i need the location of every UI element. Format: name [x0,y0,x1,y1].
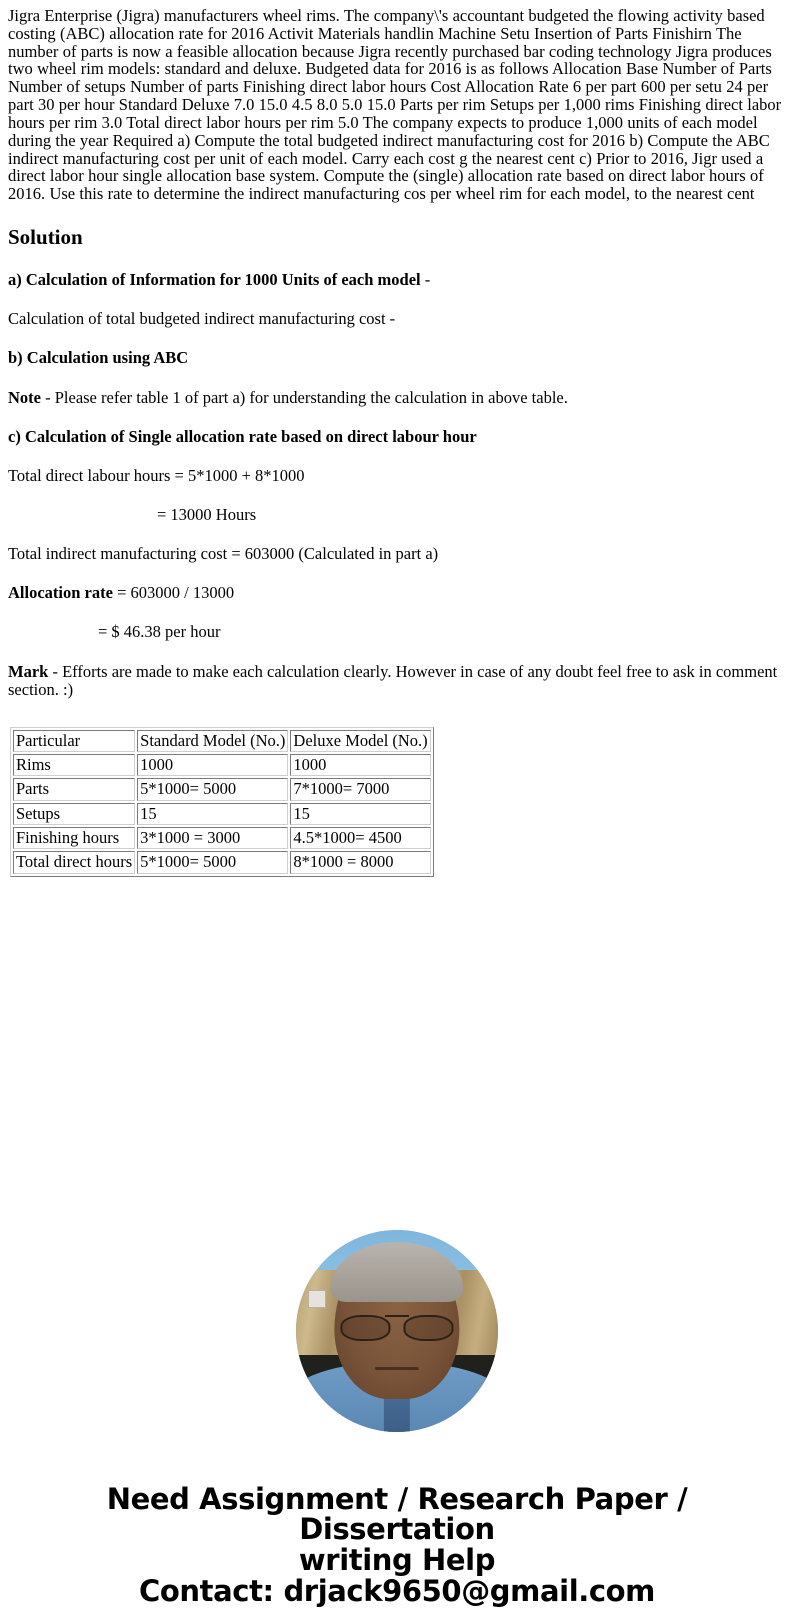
question-paragraph: Jigra Enterprise (Jigra) manufacturers wheel rims. The company\'s accountant budgeted the flowing activity based costing (ABC) allocation rate for 2016 Activit Materials handlin Machine Setu Insertion of Parts Finishirn The number of parts is now a feasible allocation because Jigra recently purchased bar coding technology Jigra produces two wheel rim models: standard and deluxe. Budgeted data for 2016 is as follows Allocation Base Number of Parts Number of setups Number of parts Finishing direct labor hours Cost Allocation Rate 6 per part 600 per setu 24 per part 30 per hour Standard Deluxe 7.0 15.0 4.5 8.0 5.0 15.0 Parts per rim Setups per 1,000 rims Finishing direct labor hours per rim 3.0 Total direct labor hours per rim 5.0 The company expects to produce 1,000 units of each model during the year Required a) Compute the total budgeted indirect manufacturing cost for 2016 b) Compute the ABC indirect manufacturing cost per unit of each model. Carry each cost g the nearest cent c) Prior to 2016, Jigr used a direct labor hour single allocation base system. Compute the (single) allocation rate based on direct labor hours of 2016. Use this rate to determine the indirect manufacturing cos per wheel rim for each model, to the nearest cent [8,6,782,204]
cell-particular: Total direct hours [13,851,135,873]
table-header-row [13,730,431,752]
note-label: Note [8,387,41,407]
table-header-particular: Particular [13,730,135,752]
mark-line [0,663,794,699]
part-a-heading-tail: - [420,270,431,290]
avatar-glasses-bridge [385,1315,409,1318]
table-row [13,778,431,800]
promo-line-2: writing Help [298,1542,496,1577]
allocation-rate-result: = $ 46.38 per hour [98,622,221,642]
mark-text: - Efforts are made to make each calculation clearly. However in case of any doubt feel free to ask in comment section. :) [8,661,778,699]
part-a-heading-bold: a) Calculation of Information for 1000 Units of each model [8,270,421,290]
part-b-heading-bold: b) Calculation using ABC [8,348,189,368]
mark-label: Mark [8,661,49,681]
promo-banner [0,1481,794,1608]
table-header-deluxe: Deluxe Model (No.) [290,730,430,752]
cell-standard: 15 [137,803,288,825]
allocation-rate-label: Allocation rate [8,583,113,603]
total-direct-hours-line: Total direct labour hours = 5*1000 + 8*1000 [8,465,305,485]
table-row [13,827,431,849]
table-header-standard: Standard Model (No.) [137,730,288,752]
cell-standard: 5*1000= 5000 [137,851,288,873]
cell-deluxe: 8*1000 = 8000 [290,851,430,873]
promo-line-3: Contact: drjack9650@gmail.com [139,1574,655,1608]
cell-deluxe: 4.5*1000= 4500 [290,827,430,849]
part-c-heading-bold: c) Calculation of Single allocation rate based on direct labour hour [8,426,477,446]
allocation-rate-line [0,584,794,602]
cell-particular: Setups [13,803,135,825]
cell-deluxe: 15 [290,803,430,825]
avatar-glasses-icon [340,1315,453,1341]
part-c-heading [0,428,794,446]
note-line [0,389,794,407]
allocation-rate-text: = 603000 / 13000 [112,583,235,603]
total-direct-hours-result: = 13000 Hours [157,504,257,524]
avatar-background-switch [308,1290,326,1308]
part-a-line: Calculation of total budgeted indirect manufacturing cost - [8,309,396,329]
note-text: - Please refer table 1 of part a) for understanding the calculation in above table. [40,387,568,407]
table-row [13,851,431,873]
cell-standard: 5*1000= 5000 [137,778,288,800]
avatar-glasses-lens-right [404,1315,454,1341]
cell-standard: 1000 [137,754,288,776]
solution-heading: Solution [8,224,83,249]
cell-particular: Rims [13,754,135,776]
cell-standard: 3*1000 = 3000 [137,827,288,849]
part-a-heading [0,271,794,289]
table-row [13,754,431,776]
table-body [13,730,431,874]
cell-particular: Finishing hours [13,827,135,849]
table-row [13,803,431,825]
cell-deluxe: 7*1000= 7000 [290,778,430,800]
avatar-mouth [375,1367,419,1370]
cell-deluxe: 1000 [290,754,430,776]
cell-particular: Parts [13,778,135,800]
avatar-container [0,1230,794,1432]
promo-line-1: Need Assignment / Research Paper / Dissertation [106,1481,688,1547]
total-indirect-cost-line: Total indirect manufacturing cost = 603000 (Calculated in part a) [8,544,439,564]
calculation-table [10,727,434,877]
avatar [296,1230,498,1432]
part-b-heading [0,349,794,367]
avatar-glasses-lens-left [340,1315,390,1341]
